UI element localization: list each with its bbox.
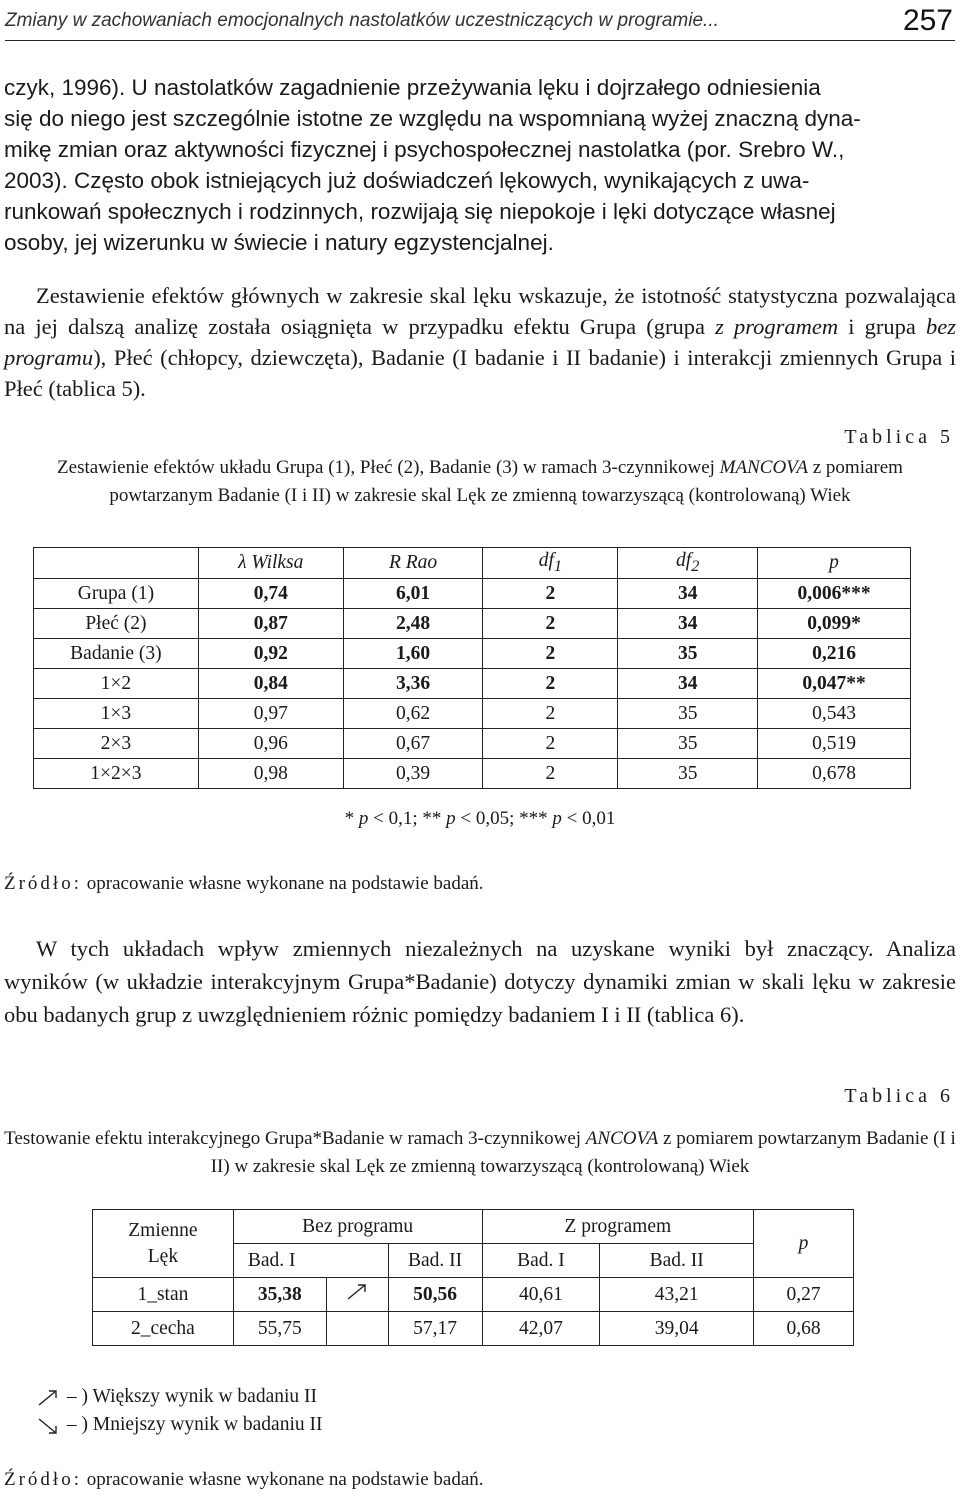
caption-text: Zestawienie efektów układu Grupa (1), Płeć (2), Badanie (3) w ramach 3-czynnikowej (57, 457, 720, 478)
cell-without-bad-1: 55,75 (233, 1312, 326, 1346)
caption-text: z pomiarem powtarzanym Badanie (I i II) w zakresie skal Lęk ze zmienną towarzyszącą (kontrolowaną) Wiek (109, 457, 903, 506)
row-label: 2_cecha (93, 1312, 234, 1346)
paragraph-1-line: czyk, 1996). U nastolatków zagadnienie przeżywania lęku i dojrzałego odniesienia (4, 75, 821, 100)
table-5-label: Tablica 5 (844, 426, 954, 448)
paragraph-2-text: i grupa (838, 314, 926, 339)
cell-without-bad-2: 57,17 (388, 1312, 482, 1346)
paragraph-2-emphasis: z programem (715, 314, 839, 339)
note-p: p (358, 808, 369, 829)
table-row (34, 759, 911, 789)
note-p: p (446, 808, 456, 829)
header-cell-p: p (754, 1210, 854, 1278)
header-cell-df2 (618, 548, 758, 579)
header-cell-p: p (758, 548, 911, 579)
decrease-arrow-icon (36, 1414, 62, 1435)
cell-p: 0,006*** (758, 579, 911, 609)
caption-text: z pomiarem powtarzanym Badanie (I i II) w zakresie skal Lęk ze zmienną towarzyszącą (kontrolowaną) Wiek (210, 1128, 956, 1177)
header-cell-empty (34, 548, 199, 579)
df1-base: df (538, 550, 554, 572)
trend-cell (326, 1312, 388, 1346)
table-6-caption (4, 1125, 956, 1181)
cell-wilks: 0,98 (198, 759, 343, 789)
table-6-source (4, 1469, 484, 1491)
row-label: Grupa (1) (34, 579, 199, 609)
header-variables-line: Zmienne (128, 1219, 198, 1241)
cell-p: 0,047** (758, 669, 911, 699)
subheader-bad-1: Bad. I (482, 1244, 600, 1278)
note-text: < 0,05; *** (455, 808, 553, 829)
source-text: opracowanie własne wykonane na podstawie badań. (82, 873, 484, 894)
cell-without-bad-2: 50,56 (388, 1278, 482, 1312)
legend-separator: – ) (66, 1414, 88, 1435)
table-row (34, 699, 911, 729)
cell-rao: 0,67 (343, 729, 483, 759)
table-5-caption (4, 454, 956, 510)
legend-decrease-text: Mniejszy wynik w badaniu II (92, 1414, 323, 1435)
paragraph-2 (4, 280, 956, 404)
caption-emphasis: MANCOVA (719, 457, 808, 478)
cell-p: 0,519 (758, 729, 911, 759)
running-header (5, 6, 955, 41)
cell-with-bad-2: 39,04 (600, 1312, 754, 1346)
row-label: 1×2 (34, 669, 199, 699)
trend-cell (326, 1278, 388, 1312)
note-text: * (344, 808, 359, 829)
table-5-significance-note (0, 808, 960, 830)
cell-rao: 6,01 (343, 579, 483, 609)
header-cell-without-program: Bez programu (233, 1210, 482, 1244)
cell-p: 0,68 (754, 1312, 854, 1346)
paragraph-2-emphasis: bez programu (4, 314, 956, 370)
paragraph-1-line: osoby, jej wizerunku w świecie i natury egzystencjalnej. (4, 230, 554, 255)
table-row (34, 669, 911, 699)
row-label: Badanie (3) (34, 639, 199, 669)
df2-base: df (676, 550, 692, 572)
cell-p: 0,543 (758, 699, 911, 729)
cell-df1: 2 (483, 639, 618, 669)
table-row (34, 579, 911, 609)
source-text: opracowanie własne wykonane na podstawie badań. (82, 1469, 484, 1490)
cell-p: 0,27 (754, 1278, 854, 1312)
table-header-row (93, 1210, 854, 1244)
source-label: Źródło: (4, 873, 82, 894)
cell-rao: 1,60 (343, 639, 483, 669)
legend-increase (36, 1386, 317, 1408)
header-cell-variables (93, 1210, 234, 1278)
cell-df1: 2 (483, 579, 618, 609)
cell-rao: 0,39 (343, 759, 483, 789)
row-label: 1_stan (93, 1278, 234, 1312)
cell-wilks: 0,84 (198, 669, 343, 699)
caption-text: Testowanie efektu interakcyjnego Grupa*Badanie w ramach 3-czynnikowej (4, 1128, 586, 1149)
cell-wilks: 0,97 (198, 699, 343, 729)
paragraph-2-text: ), Płeć (chłopcy, dziewczęta), Badanie (I badanie i II badanie) i interakcji zmiennych Grupa i Płeć (tablica 5). (4, 345, 956, 401)
paragraph-2-text: Zestawienie efektów głównych w zakresie skal lęku wskazuje, że istotność statystyczna pozwalająca na jej dalszą analizę została osiągnięta w przypadku efektu Grupa (grupa (4, 283, 956, 339)
table-row (34, 729, 911, 759)
cell-df2: 35 (618, 729, 758, 759)
source-label: Źródło: (4, 1469, 82, 1490)
cell-p: 0,099* (758, 609, 911, 639)
header-cell-rao: R Rao (343, 548, 483, 579)
table-5 (33, 547, 911, 789)
table-6 (92, 1209, 854, 1346)
paragraph-1 (4, 72, 956, 258)
paragraph-1-line: 2003). Często obok istniejących już doświadczeń lękowych, wynikających z uwa- (4, 168, 810, 193)
header-cell-df1 (483, 548, 618, 579)
table-row (34, 609, 911, 639)
cell-df1: 2 (483, 609, 618, 639)
paragraph-1-line: mikę zmian oraz aktywności fizycznej i psychospołecznej nastolatka (por. Srebro W., (4, 137, 845, 162)
cell-without-bad-1: 35,38 (233, 1278, 326, 1312)
cell-with-bad-1: 40,61 (482, 1278, 600, 1312)
table-row (93, 1278, 854, 1312)
table-5-source (4, 873, 484, 895)
paragraph-3 (4, 932, 956, 1031)
page-number: 257 (902, 4, 953, 37)
cell-with-bad-1: 42,07 (482, 1312, 600, 1346)
row-label: 1×3 (34, 699, 199, 729)
cell-rao: 2,48 (343, 609, 483, 639)
header-cell-with-program: Z programem (482, 1210, 754, 1244)
note-text: < 0,01 (561, 808, 616, 829)
cell-wilks: 0,74 (198, 579, 343, 609)
cell-wilks: 0,96 (198, 729, 343, 759)
row-label: Płeć (2) (34, 609, 199, 639)
cell-p: 0,678 (758, 759, 911, 789)
cell-df2: 35 (618, 639, 758, 669)
subheader-bad-2: Bad. II (600, 1244, 754, 1278)
cell-df2: 35 (618, 759, 758, 789)
increase-arrow-icon (36, 1386, 62, 1407)
cell-df1: 2 (483, 699, 618, 729)
legend-separator: – ) (66, 1386, 88, 1407)
legend-increase-text: Większy wynik w badaniu II (92, 1386, 318, 1407)
cell-df2: 34 (618, 609, 758, 639)
header-cell-wilks: λ Wilksa (198, 548, 343, 579)
row-label: 1×2×3 (34, 759, 199, 789)
cell-df1: 2 (483, 669, 618, 699)
cell-p: 0,216 (758, 639, 911, 669)
header-variables-line: Lęk (147, 1245, 179, 1267)
df1-subscript: 1 (553, 556, 563, 575)
note-text: < 0,1; ** (368, 808, 447, 829)
cell-rao: 3,36 (343, 669, 483, 699)
caption-emphasis: ANCOVA (585, 1128, 659, 1149)
cell-rao: 0,62 (343, 699, 483, 729)
legend-decrease (36, 1414, 323, 1436)
increase-arrow-icon (345, 1286, 369, 1307)
df2-subscript: 2 (691, 556, 700, 575)
cell-df2: 34 (618, 669, 758, 699)
paragraph-1-line: runkowań społecznych i rodzinnych, rozwijają się niepokoje i lęki dotyczące własnej (4, 199, 836, 224)
table-row (34, 639, 911, 669)
cell-df1: 2 (483, 729, 618, 759)
row-label: 2×3 (34, 729, 199, 759)
cell-wilks: 0,87 (198, 609, 343, 639)
subheader-bad-2: Bad. II (388, 1244, 482, 1278)
cell-df2: 35 (618, 699, 758, 729)
table-row (93, 1312, 854, 1346)
cell-df2: 34 (618, 579, 758, 609)
cell-df1: 2 (483, 759, 618, 789)
running-title: Zmiany w zachowaniach emocjonalnych nastolatków uczestniczących w programie... (5, 10, 719, 31)
cell-with-bad-2: 43,21 (600, 1278, 754, 1312)
cell-wilks: 0,92 (198, 639, 343, 669)
note-p: p (552, 808, 562, 829)
paragraph-3-text: W tych układach wpływ zmiennych niezależnych na uzyskane wyniki był znaczący. Analiza wyników (w układzie interakcyjnym Grupa*Badanie) dotyczy dynamiki zmian w skali lęku w zakresie obu badanych grup z uwzględnieniem różnic pomiędzy badaniem I i II (tablica 6). (4, 936, 956, 1027)
subheader-bad-1: Bad. I (233, 1244, 388, 1278)
table-6-label: Tablica 6 (844, 1085, 954, 1107)
table-header-row (34, 548, 911, 579)
paragraph-1-line: się do niego jest szczególnie istotne ze względu na wspomnianą wyżej znaczną dyna- (4, 106, 861, 131)
